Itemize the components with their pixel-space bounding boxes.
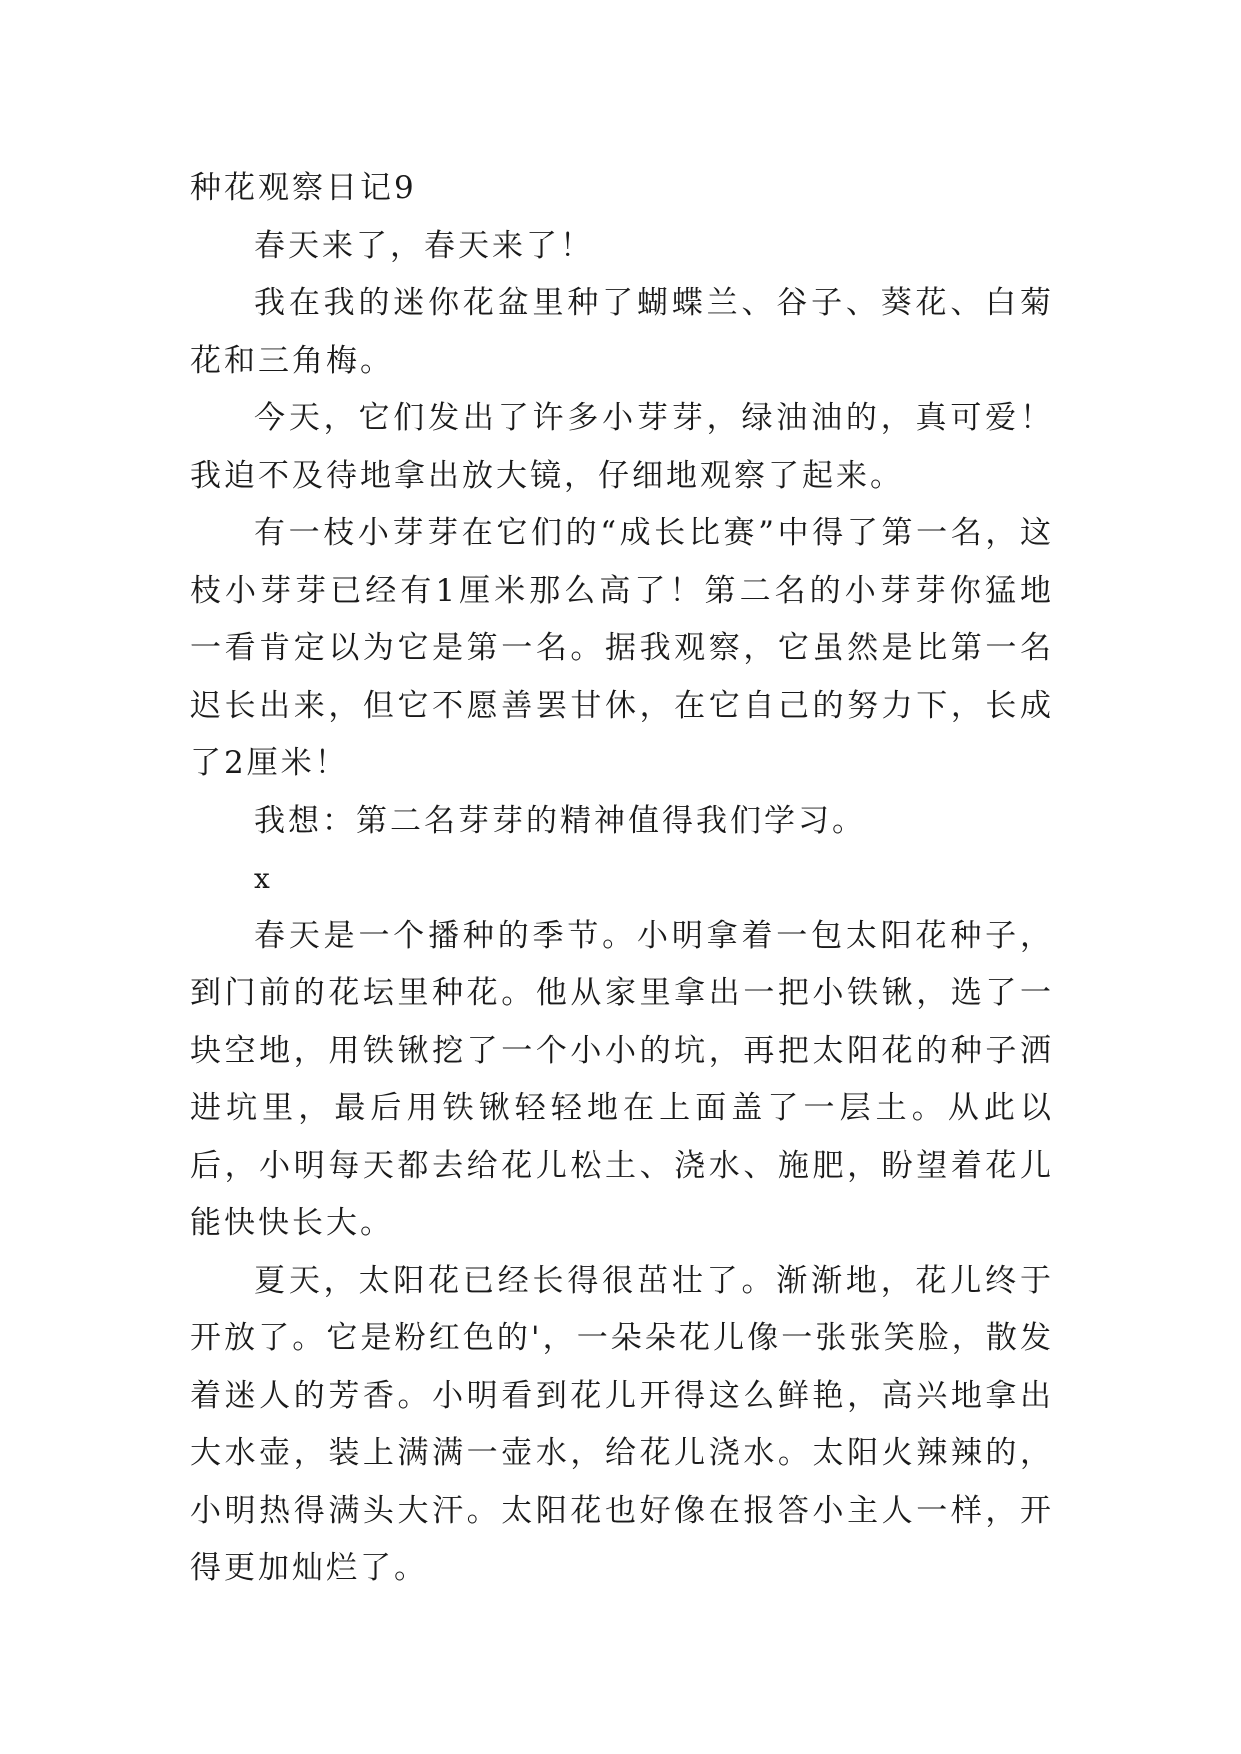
paragraph: 夏天，太阳花已经长得很茁壮了。渐渐地，花儿终于开放了。它是粉红色的'，一朵朵花儿像一张张笑脸，散发着迷人的芳香。小明看到花儿开得这么鲜艳，高兴地拿出大水壶，装上满满一壶水，给花儿浇水。太阳火辣辣的，小明热得满头大汗。太阳花也好像在报答小主人一样，开得更加灿烂了。 [190,1262,1054,1586]
paragraph: 今天，它们发出了许多小芽芽，绿油油的，真可爱！我迫不及待地拿出放大镜，仔细地观察了起来。 [190,400,1054,494]
paragraph: 有一枝小芽芽在它们的“成长比赛”中得了第一名，这枝小芽芽已经有1厘米那么高了！第二名的小芽芽你猛地一看肯定以为它是第一名。据我观察，它虽然是比第一名迟长出来，但它不愿善罢甘休，在它自己的努力下，长成了2厘米！ [190,515,1054,781]
paragraph: 我在我的迷你花盆里种了蝴蝶兰、谷子、葵花、白菊花和三角梅。 [190,285,1054,379]
paragraph: 我想：第二名芽芽的精神值得我们学习。 [254,802,866,839]
document-body [190,160,1054,1598]
paragraph: 春天是一个播种的季节。小明拿着一包太阳花种子，到门前的花坛里种花。他从家里拿出一把小铁锹，选了一块空地，用铁锹挖了一个小小的坑，再把太阳花的种子洒进坑里，最后用铁锹轻轻地在上面盖了一层土。从此以后，小明每天都去给花儿松土、浇水、施肥，盼望着花儿能快快长大。 [190,917,1054,1241]
paragraph: 春天来了，春天来了！ [254,227,594,264]
document-title: 种花观察日记9 [190,170,417,206]
section-marker: x [254,862,273,895]
